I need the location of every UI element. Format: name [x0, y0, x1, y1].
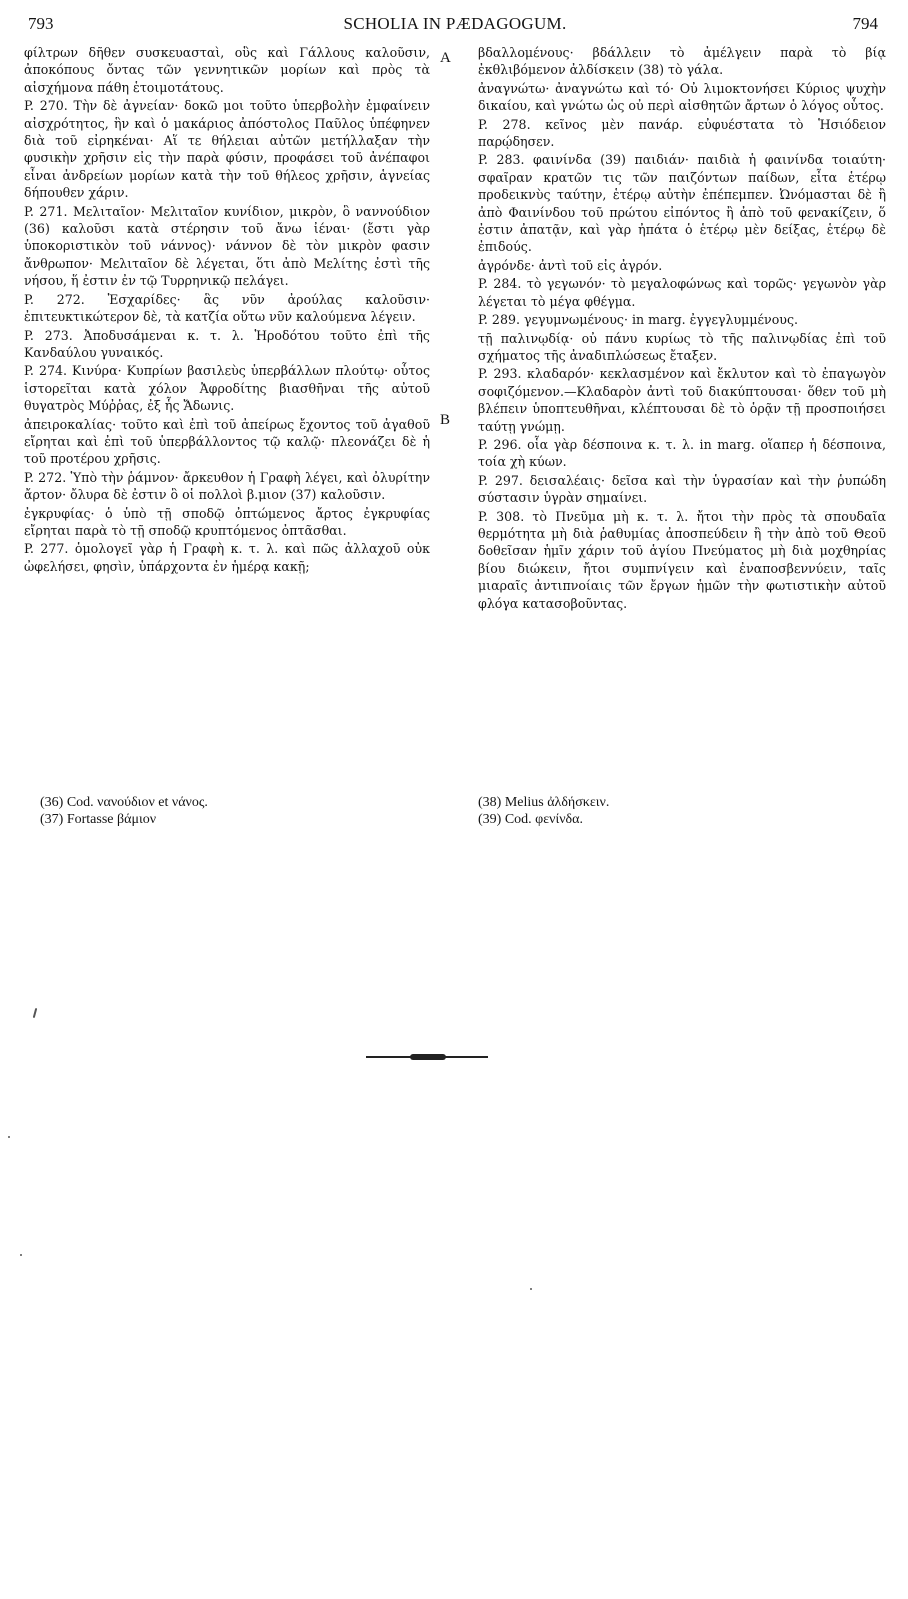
- right-column: [478, 44, 886, 613]
- footnote: (39) Cod. φενίνδα.: [478, 812, 583, 827]
- margin-letter-a: A: [440, 50, 451, 66]
- scholion-paragraph: P. 274. Κινύρα· Κυπρίων βασιλεὺς ὑπερβάλλων πλούτῳ· οὗτος ἱστορεῖται κατὰ χόλον Ἀφροδίτης βιασθῆναι τῆς αὐτοῦ θυγατρὸς Μύῤῥας, ἐξ ἧς Ἄδωνις.: [24, 363, 430, 414]
- scholion-paragraph: P. 270. Τὴν δὲ ἀγνείαν· δοκῶ μοι τοῦτο ὑπερβολὴν ἐμφαίνειν αἰσχρότητος, ἣν καὶ ὁ μακάριος ἀπόστολος Παῦλος ὑπέφηνεν διὰ τοῦ εἰρηκέναι· Αἵ τε θήλειαι αὐτῶν μετήλλαξαν τὴν φυσικὴν χρῆσιν εἰς τὴν παρὰ φύσιν, προφάσει τοῦ ἀνέπαφοι εἶναι ἀνδρείων μορίων κατὰ τὴν τοῦ θήλεος χρῆσιν, ἁγνείας δήπουθεν χάριν.: [24, 98, 430, 201]
- footnote: (38) Melius ἀλδήσκειν.: [478, 795, 610, 810]
- scholion-paragraph: P. 272. Ὑπὸ τὴν ῥάμνον· ἄρκευθον ἡ Γραφὴ λέγει, καὶ ὀλυρίτην ἄρτον· ὄλυρα δὲ ἐστιν ὃ οἱ πολλοὶ β.μιον (37) καλοῦσιν.: [24, 469, 430, 503]
- end-ornament: [366, 1054, 488, 1060]
- scholion-paragraph: φίλτρων δῆθεν συσκευασταὶ, οὓς καὶ Γάλλους καλοῦσιν, ἀποκόπους ὄντας τῶν γεννητικῶν μορίων καὶ πρὸς τὰ αἰσχήμονα πάθη ἑτοιμοτάτους.: [24, 45, 430, 95]
- page-number-right: 794: [852, 14, 878, 33]
- scholion-paragraph: P. 308. τὸ Πνεῦμα μὴ κ. τ. λ. ἤτοι τὴν πρὸς τὰ σπουδαῖα θερμότητα μὴ διὰ ῥαθυμίας ἀποσπεύδειν ἢ τὴν ἀπὸ τοῦ Θεοῦ δοθεῖσαν ἡμῖν χάριν τοῦ ἁγίου Πνεύματος μὴ διὰ μοχθηρίας βίου διώκειν, ἤτοι συμπνίγειν καὶ ἐναποσβεννύειν, ταῖς μιαραῖς ἀντιπνοίαις τῶν ἔργων ἡμῶν τὴν φωτιστικὴν αὐτοῦ φλόγα κατασοβοῦντας.: [478, 508, 886, 611]
- scan-speck: [530, 1288, 532, 1290]
- scholion-paragraph: ἀγρόνδε· ἀντὶ τοῦ εἰς ἀγρόν.: [478, 257, 663, 273]
- footnotes-left: [40, 794, 440, 828]
- scholion-paragraph: P. 283. φαινίνδα (39) παιδιάν· παιδιὰ ἡ φαινίνδα τοιαύτη· σφαῖραν κρατῶν τις τῶν παιζόντων παίδων, εἶτα ἑτέρῳ προδεικνὺς ταύτην, ἑτέρῳ αὐτὴν ἐπέπεμπεν. Ὠνόμασται δὲ ἢ ἀπὸ Φαινίνδου τοῦ πρώτου εἰπόντος ἢ ἀπὸ τοῦ φενακίζειν, ὅ ἐστιν ἀπατᾷν, καὶ γὰρ ἠπάτα ὁ ἑτέρῳ μὲν δείξας, ἑτέρῳ δὲ ἐπιδούς.: [478, 152, 886, 255]
- scan-speck: [20, 1254, 22, 1256]
- scholion-paragraph: ἐγκρυφίας· ὁ ὑπὸ τῇ σποδῷ ὀπτώμενος ἄρτος ἐγκρυφίας εἴρηται παρὰ τὸ τῇ σποδῷ κρυπτόμενος ὀπτᾶσθαι.: [24, 505, 430, 538]
- footnote: (37) Fortasse βάμιον: [40, 812, 157, 827]
- scholion-paragraph: ἀναγνώτω· ἀναγνώτω καὶ τό· Οὐ λιμοκτονήσει Κύριος ψυχὴν δικαίου, καὶ γνώτω ὡς οὐ περὶ αἰσθητῶν ἄρτων ὁ λόγος οὗτος.: [478, 80, 886, 114]
- scholion-paragraph: P. 297. δεισαλέαις· δεῖσα καὶ τὴν ὑγρασίαν καὶ τὴν ῥυπώδη σύστασιν ὑγρὰν σημαίνει.: [478, 472, 886, 506]
- scholion-paragraph: βδαλλομένους· βδάλλειν τὸ ἀμέλγειν παρὰ τὸ βίᾳ ἐκθλιβόμενον ἀλδίσκειν (38) τὸ γάλα.: [478, 45, 886, 78]
- scan-speck: [33, 1008, 38, 1018]
- scholion-paragraph: P. 273. Ἀποδυσάμεναι κ. τ. λ. Ἡροδότου τοῦτο ἐπὶ τῆς Κανδαύλου γυναικός.: [24, 327, 430, 360]
- page-number-left: 793: [28, 14, 54, 33]
- footnotes-right: [478, 794, 878, 828]
- scholion-paragraph: P. 296. οἷα γὰρ δέσποινα κ. τ. λ. in marg. οἵαπερ ἡ δέσποινα, τοία χὴ κύων.: [478, 436, 886, 470]
- scholion-paragraph: P. 284. τὸ γεγωνόν· τὸ μεγαλοφώνως καὶ τορῶς· γεγωνὸν γὰρ λέγεται τὸ μέγα φθέγμα.: [478, 276, 886, 309]
- scholion-paragraph: P. 272. Ἐσχαρίδες· ἃς νῦν ἀρούλας καλοῦσιν· ἐπιτευκτικώτερον δὲ, τὰ κατζία οὕτω νῦν καλούμενα λέγειν.: [24, 291, 430, 325]
- scan-speck: [8, 1136, 10, 1138]
- scholion-paragraph: P. 278. κεῖνος μὲν πανάρ. εὐφυέστατα τὸ Ἡσιόδειον παρῴδησεν.: [478, 116, 886, 150]
- scholion-paragraph: P. 289. γεγυμνωμένους· in marg. ἐγγεγλυμμένους.: [478, 312, 799, 328]
- scholion-paragraph: ἀπειροκαλίας· τοῦτο καὶ ἐπὶ τοῦ ἀπείρως ἔχοντος τοῦ ἀγαθοῦ εἴρηται καὶ ἐπὶ τοῦ ὑπερβάλλοντος τῷ καλῷ· πλεονάζει δὲ ἡ τοῦ προτέρου χρῆσις.: [24, 416, 430, 467]
- running-title: SCHOLIA IN PÆDAGOGUM.: [343, 14, 567, 33]
- running-header: [22, 14, 888, 40]
- scholion-paragraph: P. 277. ὁμολογεῖ γὰρ ἡ Γραφὴ κ. τ. λ. καὶ πῶς ἀλλαχοῦ οὐκ ὠφελήσει, φησὶν, ὑπάρχοντα ἐν ἡμέρᾳ κακῇ;: [24, 541, 430, 574]
- scholion-paragraph: P. 271. Μελιταῖον· Μελιταῖον κυνίδιον, μικρὸν, ὃ ναννούδιον (36) καλοῦσι κατὰ στέρησιν τοῦ ἄνω ἰέναι· (ἔστι γὰρ ὑποκοριστικὸν τοῦ νάννος)· νάννον δὲ τὸν μικρὸν φασιν ἄνθρωπον· Μελιταῖον δὲ λέγεται, ὅτι ἀπὸ Μελίτης ἐστὶ τῆς νήσου, ἥ ἐστιν ἐν τῷ Τυρρηνικῷ πελάγει.: [24, 203, 430, 289]
- footnote: (36) Cod. νανούδιον et νάνος.: [40, 795, 208, 810]
- scholion-paragraph: τῇ παλινῳδίᾳ· οὐ πάνυ κυρίως τὸ τῆς παλινῳδίας ἐπὶ τοῦ σχήματος τῆς ἀναδιπλώσεως ἔταξεν.: [478, 330, 886, 363]
- left-column: [24, 44, 430, 576]
- scholion-paragraph: P. 293. κλαδαρόν· κεκλασμένον καὶ ἔκλυτον καὶ τὸ ἐπαγωγὸν σοφιζόμενον.—Κλαδαρὸν ἀντὶ τοῦ διακύπτουσαι· ὅθεν τοῦ μὴ βλέπειν ὑποπτευθῆναι, κλέπτουσαι δὲ τὸ ὁρᾷν τῇ προσποιήσει ταύτῃ γνώμῃ.: [478, 366, 886, 434]
- margin-letter-b: B: [440, 412, 451, 428]
- ornament-center: [410, 1054, 446, 1060]
